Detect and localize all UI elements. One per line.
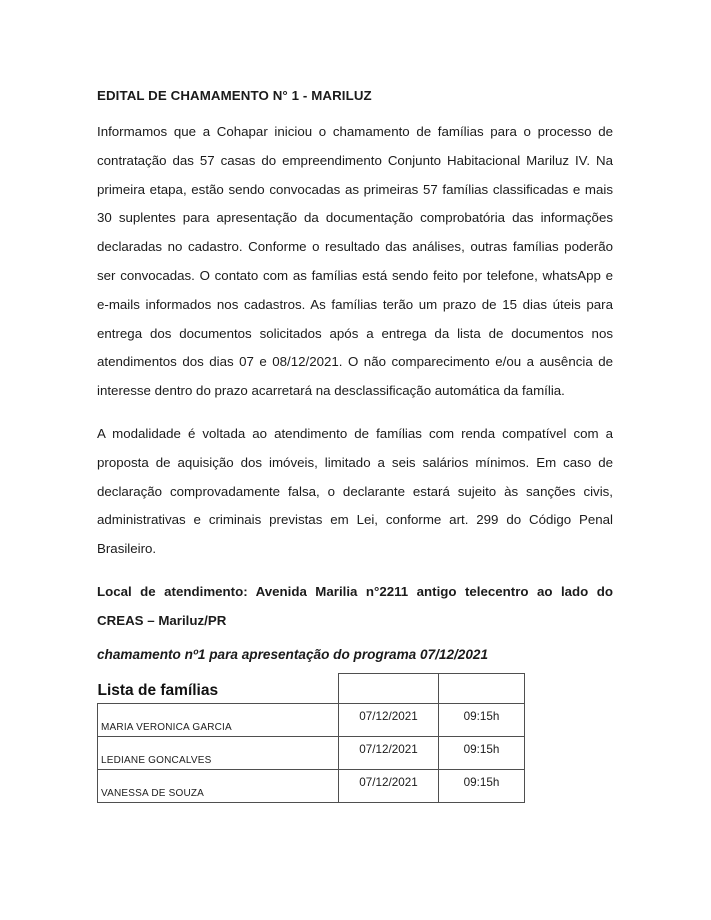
family-name: LEDIANE GONCALVES xyxy=(98,736,339,769)
appointment-date: 07/12/2021 xyxy=(339,736,439,769)
location-paragraph: Local de atendimento: Avenida Marilia n°2211 antigo telecentro ao lado do CREAS – Mariluz/PR xyxy=(97,583,613,628)
modality-paragraph: A modalidade é voltada ao atendimento de famílias com renda compatível com a proposta de aquisição dos imóveis, limitado a seis salários mínimos. Em caso de declaração comprovadamente falsa, o declarante estará sujeito às sanções civis, administrativas e criminais previstas em Lei, conforme art. 299 do Código Penal Brasileiro. xyxy=(97,425,613,557)
table-row xyxy=(98,703,525,736)
appointment-date: 07/12/2021 xyxy=(339,769,439,802)
table-title: Lista de famílias xyxy=(98,673,339,703)
appointment-time: 09:15h xyxy=(439,736,525,769)
families-table xyxy=(97,673,525,803)
table-row xyxy=(98,736,525,769)
table-row xyxy=(98,769,525,802)
date-header-cell-empty xyxy=(339,673,439,703)
family-name: VANESSA DE SOUZA xyxy=(98,769,339,802)
table-header-row xyxy=(98,673,525,703)
intro-paragraph: Informamos que a Cohapar iniciou o chamamento de famílias para o processo de contratação das 57 casas do empreendimento Conjunto Habitacional Mariluz IV. Na primeira etapa, estão sendo convocadas as primeiras 57 famílias classificadas e mais 30 suplentes para apresentação da documentação comprobatória das informações declaradas no cadastro. Conforme o resultado das análises, outras famílias poderão ser convocadas. O contato com as famílias está sendo feito por telefone, whatsApp e e-mails informados nos cadastros. As famílias terão um prazo de 15 dias úteis para entrega dos documentos solicitados após a entrega da lista de documentos nos atendimentos dos dias 07 e 08/12/2021. O não comparecimento e/ou a ausência de interesse dentro do prazo acarretará na desclassificação automática da família. xyxy=(97,124,613,399)
family-name: MARIA VERONICA GARCIA xyxy=(98,703,339,736)
document-title: EDITAL DE CHAMAMENTO N° 1 - MARILUZ xyxy=(97,88,372,103)
appointment-date: 07/12/2021 xyxy=(339,703,439,736)
appointment-time: 09:15h xyxy=(439,769,525,802)
time-header-cell-empty xyxy=(439,673,525,703)
appointment-time: 09:15h xyxy=(439,703,525,736)
schedule-heading: chamamento nº1 para apresentação do programa 07/12/2021 xyxy=(97,646,489,662)
